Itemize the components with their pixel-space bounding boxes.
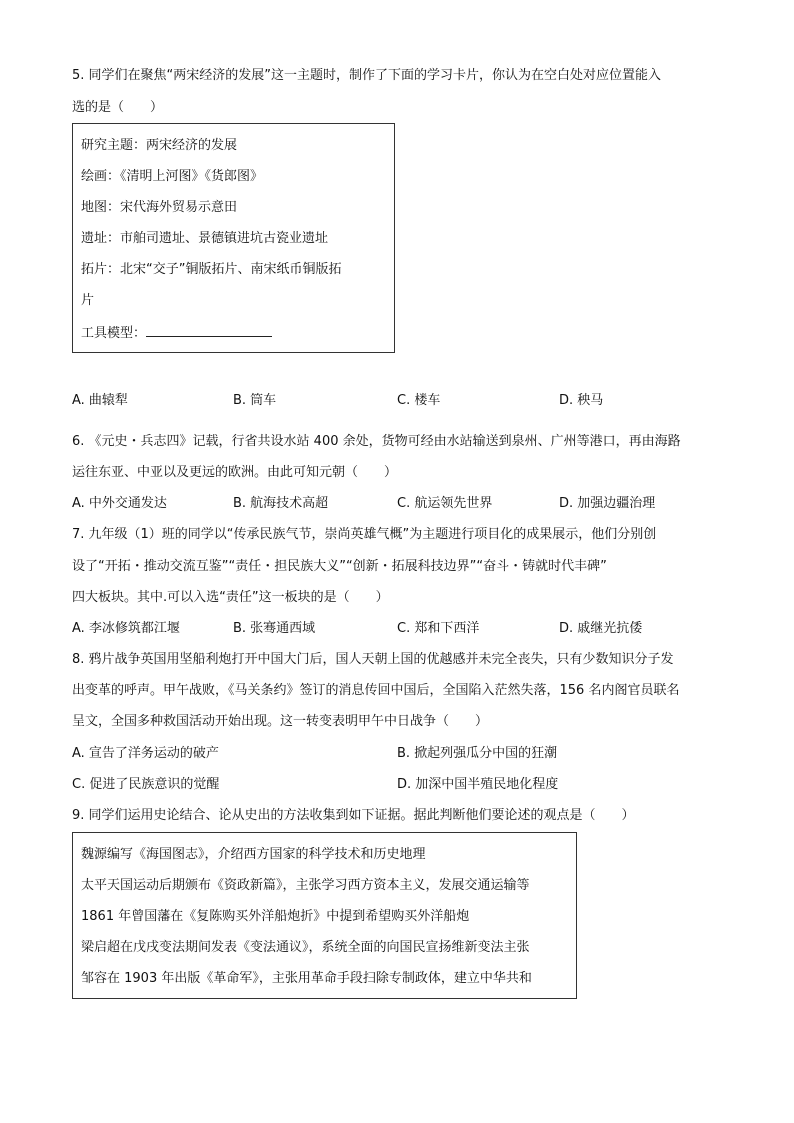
tool-model-label: 工具模型： <box>81 326 147 341</box>
card-row-map: 地图：宋代海外贸易示意田 <box>81 200 238 215</box>
card-row-site: 遗址：市舶司遗址、景德镇进坑古瓷业遗址 <box>81 231 329 246</box>
q5-option-b[interactable]: B. 筒车 <box>233 393 277 408</box>
q6-option-b[interactable]: B. 航海技术高超 <box>233 496 329 511</box>
q5-stem-line-1: 5. 同学们在聚焦“两宋经济的发展”这一主题时，制作了下面的学习卡片，你认为在空白处对应位置能入 <box>72 68 662 83</box>
q6-stem-line-1: 6. 《元史・兵志四》记载，行省共设水站 400 余处，货物可经由水站输送到泉州、广州等港口，再由海路 <box>72 434 681 449</box>
evidence-row-5: 邹容在 1903 年出版《革命军》，主张用革命手段扫除专制政体，建立中华共和 <box>81 971 532 986</box>
q5-option-a[interactable]: A. 曲辕犁 <box>72 393 128 408</box>
q7-stem-line-2: 设了“开拓・推动交流互鉴”“责任・担民族大义”“创新・拓展科技边界”“奋斗・铸就时代丰碑” <box>72 559 607 574</box>
card-row-tool-model <box>81 323 272 343</box>
q8-stem-line-3: 呈文，全国多种救国活动开始出现。这一转变表明甲午中日战争（ ） <box>72 714 489 729</box>
q6-option-c[interactable]: C. 航运领先世界 <box>397 496 493 511</box>
card-row-painting: 绘画：《清明上河图》《货郎图》 <box>81 169 264 184</box>
q7-option-d[interactable]: D. 戚继光抗倭 <box>559 621 643 636</box>
evidence-row-2: 太平天国运动后期颁布《资政新篇》，主张学习西方资本主义，发展交通运输等 <box>81 878 530 893</box>
q6-option-a[interactable]: A. 中外交通发达 <box>72 496 167 511</box>
q9-evidence-box <box>72 832 577 999</box>
q6-option-d[interactable]: D. 加强边疆治理 <box>559 496 656 511</box>
evidence-row-4: 梁启超在戊戌变法期间发表《变法通议》，系统全面的向国民宣扬维新变法主张 <box>81 940 530 955</box>
q8-stem-line-2: 出变革的呼声。甲午战败，《马关条约》签订的消息传回中国后，全国陷入茫然失落，156 名内阁官员联名 <box>72 683 680 698</box>
q6-stem-line-2: 运往东亚、中亚以及更远的欧洲。由此可知元朝（ ） <box>72 465 398 480</box>
q8-stem-line-1: 8. 鸦片战争英国用坚船利炮打开中国大门后，国人天朝上国的优越感并未完全丧失，只有少数知识分子发 <box>72 652 674 667</box>
evidence-row-3: 1861 年曾国藩在《复陈购买外洋船炮折》中提到希望购买外洋船炮 <box>81 909 470 924</box>
q9-stem-line-1: 9. 同学们运用史论结合、论从史出的方法收集到如下证据。据此判断他们要论述的观点是（ ） <box>72 808 635 823</box>
card-row-rubbing-cont: 片 <box>81 293 95 308</box>
q5-study-card <box>72 123 395 353</box>
q7-option-b[interactable]: B. 张骞通西域 <box>233 621 316 636</box>
q8-option-a[interactable]: A. 宣告了洋务运动的破产 <box>72 746 219 761</box>
q8-option-d[interactable]: D. 加深中国半殖民地化程度 <box>397 777 559 792</box>
q8-option-b[interactable]: B. 掀起列强瓜分中国的狂潮 <box>397 746 558 761</box>
q5-option-c[interactable]: C. 楼车 <box>397 393 441 408</box>
q5-option-d[interactable]: D. 秧马 <box>559 393 604 408</box>
evidence-row-1: 魏源编写《海国图志》，介绍西方国家的科学技术和历史地理 <box>81 847 426 862</box>
card-row-topic: 研究主题：两宋经济的发展 <box>81 138 238 153</box>
q5-stem-line-2: 选的是（ ） <box>72 100 164 115</box>
q7-stem-line-3: 四大板块。其中.可以入选“责任”这一板块的是（ ） <box>72 590 389 605</box>
q7-option-a[interactable]: A. 李冰修筑都江堰 <box>72 621 180 636</box>
q7-stem-line-1: 7. 九年级（1）班的同学以“传承民族气节，崇尚英雄气概”为主题进行项目化的成果展示，他们分别创 <box>72 527 657 542</box>
answer-blank[interactable] <box>146 323 272 337</box>
card-row-rubbing: 拓片：北宋“交子”铜版拓片、南宋纸币铜版拓 <box>81 262 342 277</box>
q7-option-c[interactable]: C. 郑和下西洋 <box>397 621 480 636</box>
q8-option-c[interactable]: C. 促进了民族意识的觉醒 <box>72 777 220 792</box>
